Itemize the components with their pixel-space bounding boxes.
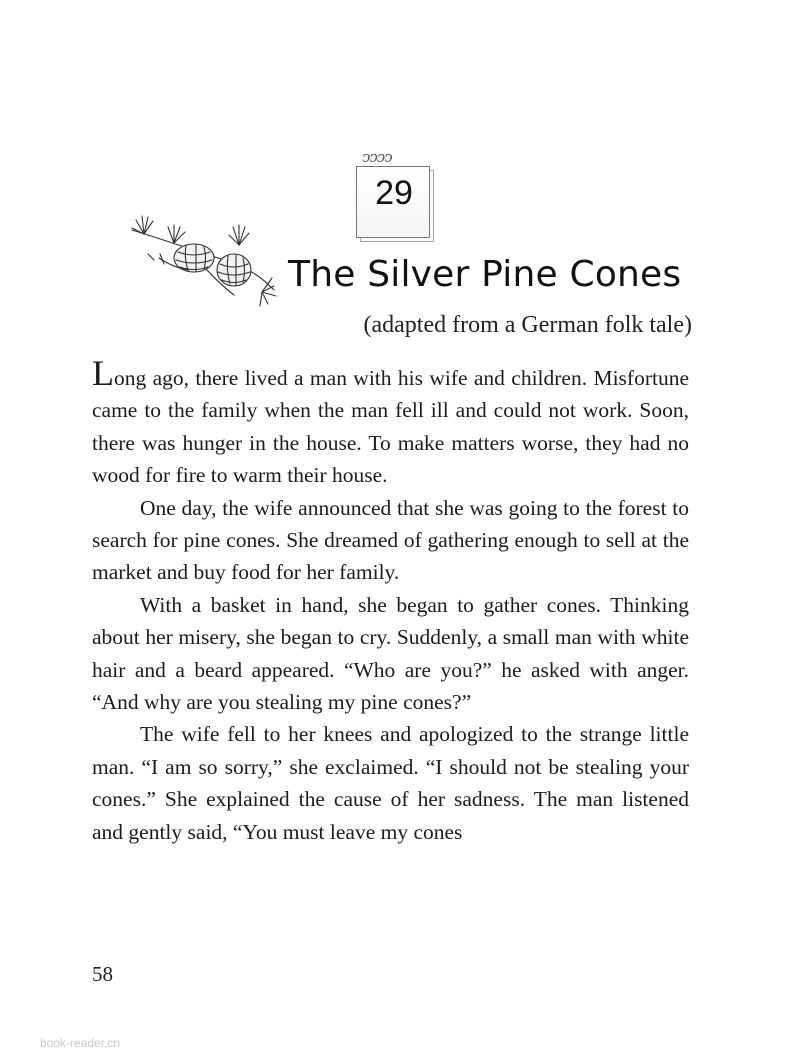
drop-cap: L [92,353,114,393]
calendar-rings: ↄↄↄↄ [362,148,392,166]
story-text [92,353,689,848]
watermark: book-reader.cn [40,1036,121,1050]
paragraph: One day, the wife announced that she was going to the forest to search for pine cones. She dreamed of gathering enough to sell at the market and buy food for her family. [92,495,689,585]
paragraph [92,353,689,492]
paragraph: With a basket in hand, she began to gather cones. Thinking about her misery, she began to cry. Suddenly, a small man with white hair and a beard appeared. “Who are you?” he asked with anger. “And why are you stealing my pine cones?” [92,592,689,715]
chapter-subtitle: (adapted from a German folk tale) [363,312,692,338]
paragraph: The wife fell to her knees and apologized to the strange little man. “I am so sorry,” she exclaimed. “I should not be stealing your cones.” She explained the cause of her sadness. The man listened and gently said, “You must leave my cones [92,722,689,844]
page-number: 58 [92,962,113,986]
paragraph-text: ong ago, there lived a man with his wife and children. Misfortune came to the family when the man fell ill and could not work. Soon, there was hunger in the house. To make matters worse, they had no wood for fire to warm their house. [92,366,689,488]
chapter-title: The Silver Pine Cones [288,254,682,295]
chapter-number: 29 [375,174,413,212]
calendar-icon [352,148,434,240]
pine-branch-icon [124,200,284,310]
